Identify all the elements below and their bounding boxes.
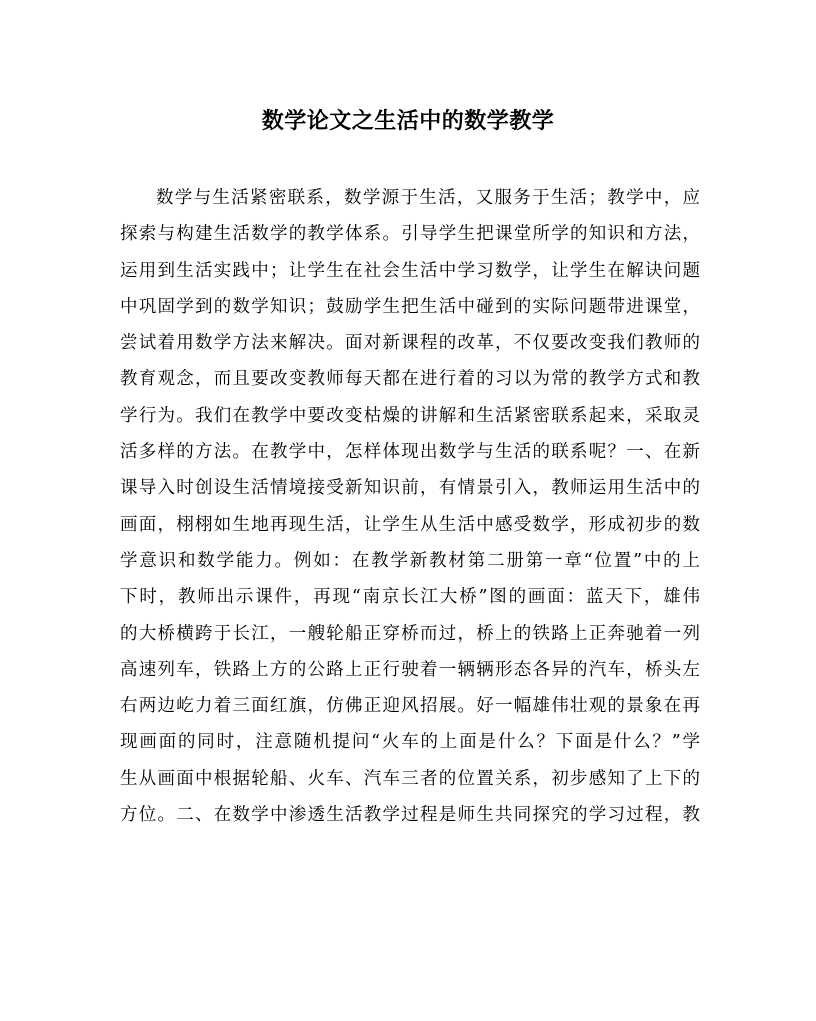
paragraph-line: 生从画面中根据轮船、火车、汽车三者的位置关系，初步感知了上下的 — [120, 768, 700, 789]
paragraph-line: 下时，教师出示课件，再现“南京长江大桥”图的画面：蓝天下，雄伟 — [120, 587, 700, 608]
paragraph-line: 课导入时创设生活情境接受新知识前，有情景引入，教师运用生活中的 — [120, 478, 700, 499]
paragraph-line: 尝试着用数学方法来解决。面对新课程的改革，不仅要改变我们教师的 — [120, 333, 700, 354]
paragraph-line: 画面，栩栩如生地再现生活，让学生从生活中感受数学，形成初步的数 — [120, 514, 700, 535]
paragraph-line: 的大桥横跨于长江，一艘轮船正穿桥而过，桥上的铁路上正奔驰着一列 — [120, 623, 700, 644]
paragraph-line: 探索与构建生活数学的教学体系。引导学生把课堂所学的知识和方法， — [120, 224, 700, 245]
document-body — [120, 180, 700, 833]
paragraph-line: 数学与生活紧密联系，数学源于生活，又服务于生活；教学中，应 — [156, 188, 700, 208]
paragraph-line: 方位。二、在数学中渗透生活教学过程是师生共同探究的学习过程，教 — [120, 805, 700, 826]
paragraph-line: 教育观念，而且要改变教师每天都在进行着的习以为常的教学方式和教 — [120, 369, 700, 390]
paragraph-line: 高速列车，铁路上方的公路上正行驶着一辆辆形态各异的汽车，桥头左 — [120, 659, 700, 680]
paragraph-line: 活多样的方法。在教学中，怎样体现出数学与生活的联系呢？一、在新 — [120, 442, 700, 463]
document-title: 数学论文之生活中的数学教学 — [261, 108, 555, 134]
paragraph-line: 右两边屹力着三面红旗，仿佛正迎风招展。好一幅雄伟壮观的景象在再 — [120, 696, 700, 717]
paragraph-line: 现画面的同时，注意随机提问“火车的上面是什么？下面是什么？”学 — [120, 732, 700, 753]
paragraph-line: 中巩固学到的数学知识；鼓励学生把生活中碰到的实际问题带进课堂， — [120, 296, 700, 317]
paragraph-line: 学行为。我们在教学中要改变枯燥的讲解和生活紧密联系起来，采取灵 — [120, 405, 700, 426]
paragraph-line: 运用到生活实践中；让学生在社会生活中学习数学，让学生在解诀问题 — [120, 260, 700, 281]
paragraph-line: 学意识和数学能力。例如：在教学新教材第二册第一章“位置”中的上 — [120, 550, 700, 571]
